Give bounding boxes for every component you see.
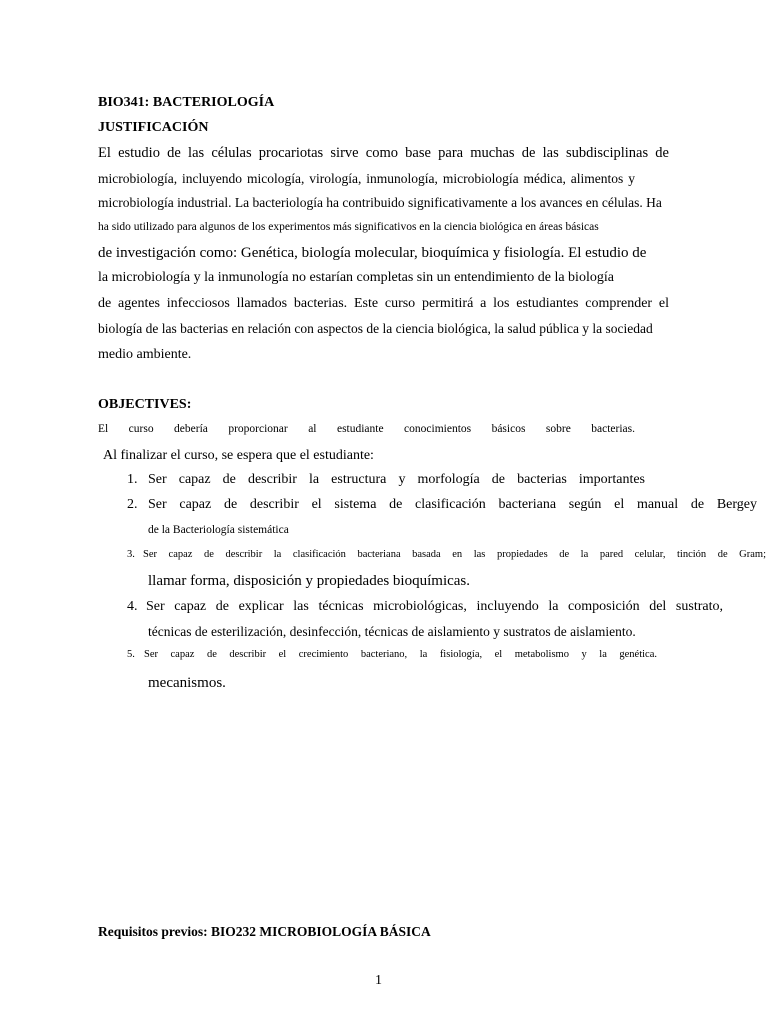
justification-line-7: de agentes infecciosos llamados bacterias. Este curso permitirá a los estudiantes comprender el xyxy=(98,296,669,311)
objective-3-line-2: llamar forma, disposición y propiedades bioquímicas. xyxy=(148,573,471,589)
objective-4-number: 4. xyxy=(127,599,138,614)
objectives-lead: Al finalizar el curso, se espera que el estudiante: xyxy=(103,448,374,463)
objective-2-line-2: de la Bacteriología sistemática xyxy=(148,524,289,536)
justification-line-6: la microbiología y la inmunología no estarían completas sin un entendimiento de la biología xyxy=(98,270,614,285)
objective-5-number: 5. xyxy=(127,649,135,660)
objective-3-line-1: Ser capaz de describir la clasificación bacteriana basada en las propiedades de la pared celular, tinción de Gram; xyxy=(143,549,766,560)
objective-1-line-1: Ser capaz de describir la estructura y morfología de bacterias importantes xyxy=(148,472,645,487)
justification-line-3: microbiología industrial. La bacteriología ha contribuido significativamente a los avances en células. Ha xyxy=(98,195,662,210)
objective-1-number: 1. xyxy=(127,472,138,487)
objective-5-line-1: Ser capaz de describir el crecimiento bacteriano, la fisiología, el metabolismo y la genética. xyxy=(144,649,657,660)
objectives-intro: El curso debería proporcionar al estudiante conocimientos básicos sobre bacterias. xyxy=(98,423,635,435)
justification-line-9: medio ambiente. xyxy=(98,347,192,362)
justification-line-2: microbiología, incluyendo micología, virología, inmunología, microbiología médica, alimentos y xyxy=(98,171,635,186)
objective-5-line-2: mecanismos. xyxy=(148,675,226,691)
page-number: 1 xyxy=(375,973,382,988)
objective-2-line-1: Ser capaz de describir el sistema de clasificación bacteriana según el manual de Bergey xyxy=(148,497,757,512)
justification-line-1: El estudio de las células procariotas sirve como base para muchas de las subdisciplinas de xyxy=(98,145,669,161)
course-title: BIO341: BACTERIOLOGÍA xyxy=(98,95,275,110)
justification-heading: JUSTIFICACIÓN xyxy=(98,120,209,135)
justification-line-4: ha sido utilizado para algunos de los experimentos más significativos en la ciencia biológica en áreas básicas xyxy=(98,221,599,233)
prerequisites: Requisitos previos: BIO232 MICROBIOLOGÍA BÁSICA xyxy=(98,924,431,939)
justification-line-8: biología de las bacterias en relación con aspectos de la ciencia biológica, la salud pública y la sociedad xyxy=(98,321,653,336)
objective-2-number: 2. xyxy=(127,497,138,512)
objectives-heading: OBJECTIVES: xyxy=(98,397,192,412)
objective-4-line-1: Ser capaz de explicar las técnicas microbiológicas, incluyendo la composición del sustrato, xyxy=(146,599,723,614)
objective-4-line-2: técnicas de esterilización, desinfección, técnicas de aislamiento y sustratos de aislamiento. xyxy=(148,624,636,639)
objective-3-number: 3. xyxy=(127,549,135,560)
justification-line-5: de investigación como: Genética, biología molecular, bioquímica y fisiología. El estudio de xyxy=(98,245,647,261)
